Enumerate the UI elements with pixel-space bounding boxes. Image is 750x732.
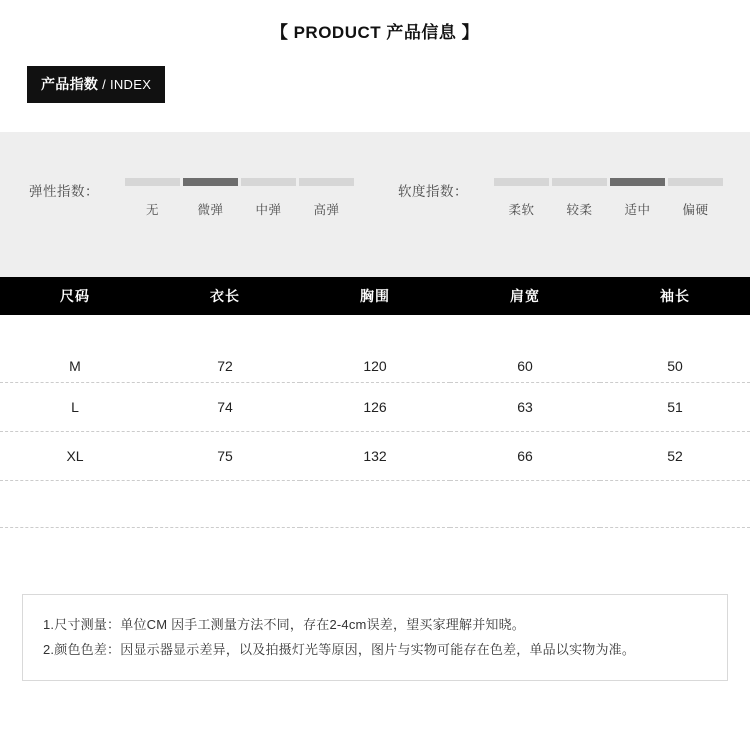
elasticity-bars bbox=[125, 178, 354, 218]
cell-empty bbox=[0, 481, 150, 528]
cell-bust: 126 bbox=[300, 383, 450, 432]
index-tag-label-cn: 产品指数 bbox=[41, 76, 99, 92]
cell-empty bbox=[0, 528, 150, 573]
index-band bbox=[0, 132, 750, 277]
page-title: 【 PRODUCT 产品信息 】 bbox=[270, 23, 480, 42]
cell-sleeve: 52 bbox=[600, 432, 750, 481]
table-row bbox=[0, 315, 750, 383]
cell-empty bbox=[150, 481, 300, 528]
cell-shoulder: 60 bbox=[450, 315, 600, 383]
elasticity-bar-1 bbox=[183, 178, 238, 186]
cell-empty bbox=[450, 528, 600, 573]
size-table-body bbox=[0, 315, 750, 572]
note-measurement: 1.尺寸测量：单位CM 因手工测量方法不同，存在2-4cm误差，望买家理解并知晓。 bbox=[43, 617, 525, 632]
note-color: 2.颜色色差：因显示器显示差异，以及拍摄灯光等原因，图片与实物可能存在色差，单品以实物为准。 bbox=[43, 642, 636, 657]
softness-label: 软度指数： bbox=[398, 184, 468, 199]
index-tag-label-en: / INDEX bbox=[98, 77, 152, 92]
table-row bbox=[0, 432, 750, 481]
size-table-header-4: 袖长 bbox=[600, 277, 750, 315]
cell-bust: 120 bbox=[300, 315, 450, 383]
cell-empty bbox=[450, 481, 600, 528]
elasticity-tick-1: 微弹 bbox=[197, 203, 224, 217]
elasticity-bar-row bbox=[125, 178, 354, 186]
elasticity-meter bbox=[29, 178, 354, 218]
cell-empty bbox=[300, 528, 450, 573]
softness-tick-2: 适中 bbox=[624, 203, 651, 217]
softness-bar-2 bbox=[610, 178, 665, 186]
size-table-header-row bbox=[0, 277, 750, 315]
index-tag-wrap bbox=[0, 66, 750, 103]
cell-length: 74 bbox=[150, 383, 300, 432]
notes-box bbox=[22, 594, 728, 681]
softness-bar-row bbox=[494, 178, 723, 186]
elasticity-tick-2: 中弹 bbox=[255, 203, 282, 217]
elasticity-tick-row bbox=[125, 200, 354, 218]
size-table bbox=[0, 277, 750, 572]
cell-size: XL bbox=[0, 432, 150, 481]
softness-tick-row bbox=[494, 200, 723, 218]
softness-tick-0: 柔软 bbox=[508, 203, 535, 217]
cell-bust: 132 bbox=[300, 432, 450, 481]
cell-length: 75 bbox=[150, 432, 300, 481]
size-table-header-1: 衣长 bbox=[150, 277, 300, 315]
cell-sleeve: 51 bbox=[600, 383, 750, 432]
softness-bar-3 bbox=[668, 178, 723, 186]
softness-bars bbox=[494, 178, 723, 218]
elasticity-tick-3: 高弹 bbox=[313, 203, 340, 217]
elasticity-tick-0: 无 bbox=[145, 203, 159, 217]
cell-shoulder: 63 bbox=[450, 383, 600, 432]
cell-length: 72 bbox=[150, 315, 300, 383]
cell-sleeve: 50 bbox=[600, 315, 750, 383]
softness-meter bbox=[398, 178, 723, 218]
cell-empty bbox=[300, 481, 450, 528]
table-row bbox=[0, 383, 750, 432]
softness-bar-0 bbox=[494, 178, 549, 186]
cell-size: L bbox=[0, 383, 150, 432]
cell-shoulder: 66 bbox=[450, 432, 600, 481]
size-table-header-0: 尺码 bbox=[0, 277, 150, 315]
elasticity-bar-2 bbox=[241, 178, 296, 186]
softness-tick-3: 偏硬 bbox=[682, 203, 709, 217]
softness-tick-1: 较柔 bbox=[566, 203, 593, 217]
index-tag bbox=[27, 66, 165, 103]
size-table-header-2: 胸围 bbox=[300, 277, 450, 315]
cell-size: M bbox=[0, 315, 150, 383]
size-table-head bbox=[0, 277, 750, 315]
softness-bar-1 bbox=[552, 178, 607, 186]
size-table-header-3: 肩宽 bbox=[450, 277, 600, 315]
table-row-empty bbox=[0, 528, 750, 573]
table-row-empty bbox=[0, 481, 750, 528]
cell-empty bbox=[150, 528, 300, 573]
elasticity-bar-3 bbox=[299, 178, 354, 186]
cell-empty bbox=[600, 528, 750, 573]
elasticity-label: 弹性指数： bbox=[29, 184, 99, 199]
cell-empty bbox=[600, 481, 750, 528]
elasticity-bar-0 bbox=[125, 178, 180, 186]
